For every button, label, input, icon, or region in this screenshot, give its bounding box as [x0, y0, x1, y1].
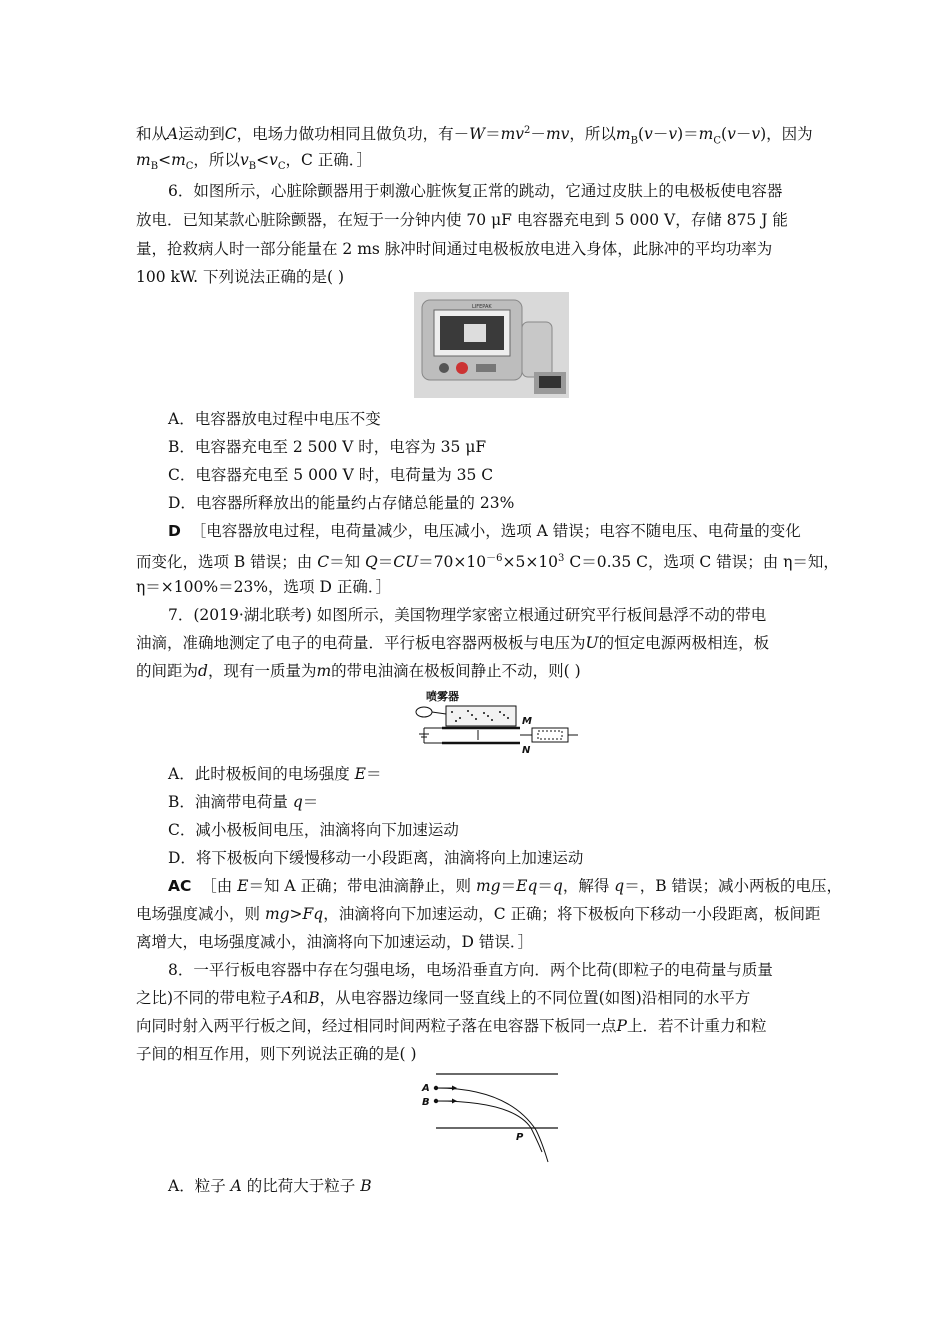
svg-text:N: N — [522, 745, 531, 756]
q8-stem-2: 之比)不同的带电粒子A和B，从电容器边缘同一竖直线上的不同位置(如图)沿相同的水平方 — [136, 989, 751, 1007]
q8-stem-1: 8．一平行板电容器中存在匀强电场，电场沿垂直方向．两个比荷(即粒子的电荷量与质量 — [168, 961, 773, 979]
q7-option-a: A．此时极板间的电场强度 E＝ — [168, 765, 382, 783]
q6-stem-2: 放电．已知某款心脏除颤器，在短于一分钟内使 70 μF 电容器充电到 5 000 V，存储 875 J 能 — [136, 211, 788, 229]
q8-option-a: A．粒子 A 的比荷大于粒子 B — [168, 1177, 372, 1195]
device-label: LIFEPAK — [472, 304, 492, 310]
q6-option-b: B．电容器充电至 2 500 V 时，电容为 35 μF — [168, 438, 487, 456]
q7-explanation-2: 电场强度减小，则 mg>Fq，油滴将向下加速运动，C 正确；将下极板向下移动一小段距离，板间距 — [136, 905, 821, 923]
q7-option-d: D．将下极板向下缓慢移动一小段距离，油滴将向上加速运动 — [168, 849, 584, 867]
q6-answer: D — [168, 522, 181, 540]
sprayer-label: 喷雾器 — [426, 690, 459, 703]
millikan-diagram — [412, 688, 580, 756]
q6-explanation-2: 而变化，选项 B 错误；由 C＝知 $Q=CU=70\times 10^{-6}\times 5\times 10^3$ C＝0.35 C，选项 C 错误；由 η＝知， — [136, 553, 839, 572]
svg-text:B: B — [422, 1097, 430, 1108]
q7-stem-2: 油滴，准确地测定了电子的电荷量．平行板电容器两极板与电压为U的恒定电源两极相连，板 — [136, 634, 770, 652]
q6-stem-4: 100 kW. 下列说法正确的是( ) — [136, 268, 345, 286]
q7-stem-3: 的间距为d，现有一质量为m的带电油滴在极板间静止不动，则( ) — [136, 662, 581, 680]
q7-stem-1: 7．(2019·湖北联考) 如图所示，美国物理学家密立根通过研究平行板间悬浮不动的带电 — [168, 606, 767, 624]
q6-explanation-3: η＝×100%＝23%，选项 D 正确．］ — [136, 578, 392, 596]
q6-stem-3: 量，抢救病人时一部分能量在 2 ms 脉冲时间通过电极板放电进入身体，此脉冲的平均功率为 — [136, 240, 773, 258]
q7-explanation-3: 离增大，电场强度减小，油滴将向下加速运动，D 错误．］ — [136, 933, 534, 951]
svg-text:A: A — [422, 1083, 430, 1094]
q7-explanation-1: AC ［由 E＝知 A 正确；带电油滴静止，则 mg＝Eq＝q，解得 q＝，B 错误；减小两板的电压， — [168, 877, 843, 895]
q7-answer: AC — [168, 877, 192, 895]
q6-stem-1: 6．如图所示，心脏除颤器用于刺激心脏恢复正常的跳动，它通过皮肤上的电极板使电容器 — [168, 182, 783, 200]
q7-option-c: C．减小极板间电压，油滴将向下加速运动 — [168, 821, 459, 839]
q6-explanation-1: D ［电容器放电过程，电荷量减少，电压减小，选项 A 错误；电容不随电压、电荷量的变化 — [168, 522, 801, 540]
q8-stem-3: 向同时射入两平行板之间，经过相同时间两粒子落在电容器下板同一点P上．若不计重力和粒 — [136, 1017, 767, 1035]
prev-line-2: $m_B<m_C$，所以$v_B<v_C$，C 正确．］ — [136, 151, 373, 173]
particle-deflection-diagram — [418, 1070, 568, 1170]
defibrillator-photo — [414, 292, 569, 398]
svg-text:M: M — [522, 716, 532, 727]
q8-stem-4: 子间的相互作用，则下列说法正确的是( ) — [136, 1045, 417, 1063]
q6-option-c: C．电容器充电至 5 000 V 时，电荷量为 35 C — [168, 466, 494, 484]
q6-option-a: A．电容器放电过程中电压不变 — [168, 410, 381, 428]
prev-line-1: 和从A运动到C，电场力做功相同且做负功，有$-W=mv^2-mv$，所以$m_B(v-v)=m_C(v-v)$，因为 — [136, 125, 813, 147]
svg-text:P: P — [516, 1132, 524, 1143]
q7-option-b: B．油滴带电荷量 q＝ — [168, 793, 319, 811]
q6-option-d: D．电容器所释放出的能量约占存储总能量的 23% — [168, 494, 515, 512]
